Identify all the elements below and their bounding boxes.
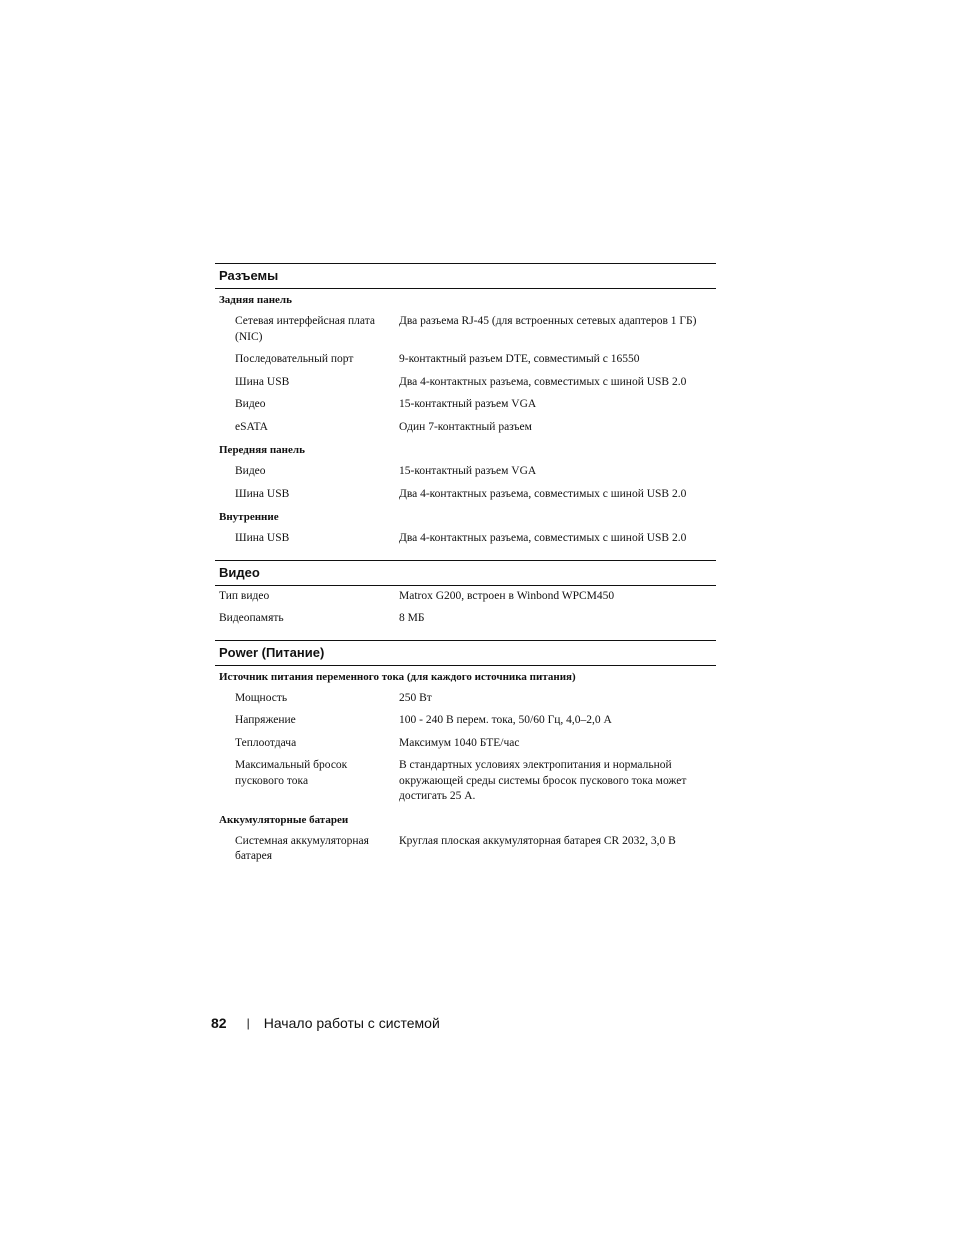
section-power: [215, 666, 716, 878]
spec-value: Один 7-контактный разъем: [399, 420, 532, 433]
spec-value: 15-контактный разъем VGA: [399, 398, 537, 410]
spec-label: Напряжение: [235, 714, 296, 726]
spec-row: [215, 462, 716, 485]
spec-row: [215, 312, 716, 350]
spec-value: Два 4-контактных разъема, совместимых с шиной USB 2.0: [399, 532, 687, 544]
spec-value: 9-контактный разъем DTE, совместимый с 16550: [399, 353, 640, 365]
spec-label: Видео: [235, 398, 266, 410]
spec-row: [215, 350, 716, 373]
spec-row: [215, 418, 716, 441]
spec-row: [215, 373, 716, 396]
spec-label: Видеопамять: [219, 612, 284, 624]
spec-label: Системная аккумуляторная батарея: [235, 834, 369, 862]
spec-row: [215, 832, 716, 870]
spec-row: [215, 395, 716, 418]
group-heading-ac-power-supply: Источник питания переменного тока (для каждого источника питания): [219, 670, 576, 683]
spec-value: Максимум 1040 БТЕ/час: [399, 736, 520, 749]
spec-value: Два разъема RJ-45 (для встроенных сетевых адаптеров 1 ГБ): [399, 315, 697, 327]
spec-label: Теплоотдача: [235, 736, 297, 749]
spec-label: Видео: [235, 465, 266, 477]
spec-table: [215, 263, 716, 878]
spec-label: Максимальный бросок пускового тока: [235, 759, 348, 787]
spec-row: [215, 485, 716, 508]
spec-value: Круглая плоская аккумуляторная батарея CR 2032, 3,0 В: [399, 834, 676, 847]
spec-label: Шина USB: [235, 375, 290, 388]
section-title-video: Видео: [215, 560, 716, 586]
spec-label: Последовательный порт: [235, 353, 354, 365]
spec-row: [215, 711, 716, 734]
page-footer: [211, 1015, 440, 1031]
spec-value: 250 Вт: [399, 691, 432, 704]
section-title-power: Power (Питание): [215, 640, 716, 666]
spec-row: [215, 756, 716, 810]
group-heading-internal: Внутренние: [219, 511, 279, 523]
group-heading-rear-panel: Задняя панель: [219, 294, 292, 306]
spec-value: Matrox G200, встроен в Winbond WPCM450: [399, 589, 615, 602]
section-video: [215, 586, 716, 640]
spec-row: [215, 529, 716, 552]
spec-row: [215, 587, 716, 610]
group-heading-batteries: Аккумуляторные батареи: [219, 813, 349, 826]
spec-row: [215, 734, 716, 757]
spec-label: Мощность: [235, 691, 288, 704]
footer-separator: |: [246, 1016, 250, 1030]
spec-row: [215, 609, 716, 632]
section-title-connectors: Разъемы: [215, 263, 716, 289]
spec-value: Два 4-контактных разъема, совместимых с шиной USB 2.0: [399, 375, 687, 388]
spec-label: Шина USB: [235, 487, 290, 500]
spec-value: 8 МБ: [399, 612, 425, 624]
spec-value: 100 - 240 В перем. тока, 50/60 Гц, 4,0–2,0 А: [399, 714, 612, 726]
footer-title: Начало работы с системой: [263, 1015, 440, 1031]
spec-label: Шина USB: [235, 532, 290, 544]
page-number: 82: [211, 1015, 227, 1031]
spec-label: Сетевая интерфейсная плата (NIC): [235, 315, 375, 343]
spec-value: 15-контактный разъем VGA: [399, 465, 537, 477]
spec-label: eSATA: [235, 420, 268, 433]
spec-label: Тип видео: [219, 589, 270, 602]
spec-value: В стандартных условиях электропитания и нормальной окружающей среды системы бросок пускового тока может достигать 25 А.: [399, 759, 687, 802]
spec-value: Два 4-контактных разъема, совместимых с шиной USB 2.0: [399, 487, 687, 500]
spec-row: [215, 689, 716, 712]
section-connectors: [215, 289, 716, 560]
group-heading-front-panel: Передняя панель: [219, 444, 305, 456]
